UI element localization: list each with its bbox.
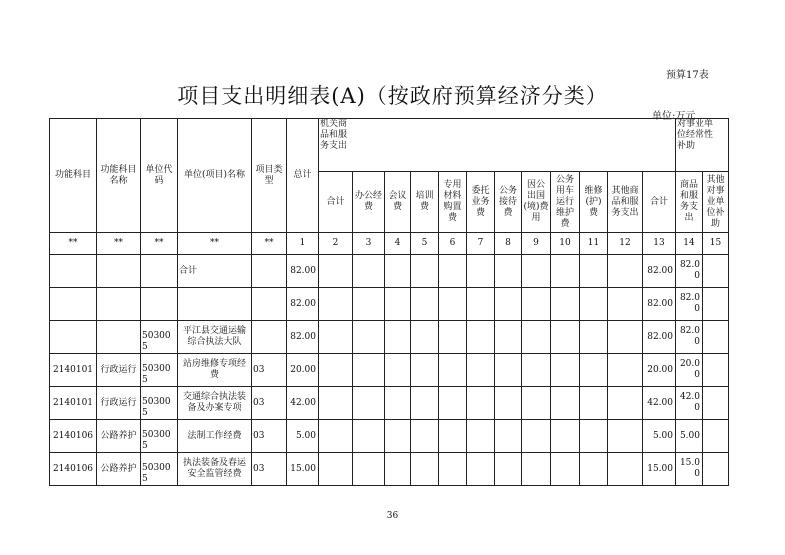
cell-empty xyxy=(703,387,729,420)
cell-func-code: 2140106 xyxy=(50,453,97,486)
cell-func-code: 2140101 xyxy=(50,387,97,420)
cell-empty xyxy=(385,453,411,486)
cell-func-name xyxy=(97,255,141,288)
cell-unit-code xyxy=(141,255,178,288)
header-group-subsidy xyxy=(676,119,729,172)
cell-empty xyxy=(703,255,729,288)
cell-unit-name: 平江县交通运输综合执法大队 xyxy=(178,321,252,354)
cell-empty xyxy=(703,453,729,486)
header-vehicle: 公务用车运行维护费 xyxy=(551,172,580,233)
cell-unit-name: 法制工作经费 xyxy=(178,420,252,453)
cell-empty xyxy=(319,255,353,288)
header-other-goods: 其他商品和服务支出 xyxy=(608,172,643,233)
header-group-subsidy-text: 对事业单位经常性补助 xyxy=(677,119,714,151)
cell-empty xyxy=(353,354,385,387)
cell-unit-name xyxy=(178,288,252,321)
cell-empty xyxy=(551,288,580,321)
unit-label: 单位:万元 xyxy=(652,111,696,122)
cell-empty xyxy=(608,288,643,321)
cell-empty xyxy=(608,420,643,453)
cell-empty xyxy=(580,255,608,288)
table-row xyxy=(50,420,729,453)
cell-empty xyxy=(385,420,411,453)
header-training: 培训费 xyxy=(411,172,439,233)
cell-empty xyxy=(411,288,439,321)
cell-empty xyxy=(439,255,467,288)
index-cell: 15 xyxy=(703,233,729,255)
form-number: 预算17表 xyxy=(666,70,709,81)
cell-empty xyxy=(580,321,608,354)
cell-empty xyxy=(385,387,411,420)
cell-empty xyxy=(319,387,353,420)
cell-empty xyxy=(319,420,353,453)
cell-project-type xyxy=(252,255,287,288)
cell-empty xyxy=(608,255,643,288)
cell-unit-name: 交通综合执法装备及办案专项 xyxy=(178,387,252,420)
cell-project-type: 03 xyxy=(252,387,287,420)
header-unit-name: 单位(项目)名称 xyxy=(178,119,252,233)
cell-unit-code xyxy=(141,288,178,321)
index-cell: ** xyxy=(178,233,252,255)
cell-empty xyxy=(353,255,385,288)
index-cell: 1 xyxy=(287,233,319,255)
index-cell: 4 xyxy=(385,233,411,255)
index-cell: ** xyxy=(252,233,287,255)
cell-total: 20.00 xyxy=(287,354,319,387)
cell-empty xyxy=(439,453,467,486)
cell-c13: 82.00 xyxy=(643,288,676,321)
index-cell: 5 xyxy=(411,233,439,255)
cell-c14: 82.00 xyxy=(676,255,703,288)
cell-empty xyxy=(495,288,522,321)
cell-project-type: 03 xyxy=(252,354,287,387)
index-cell: 7 xyxy=(467,233,495,255)
header-subtotal-2: 合计 xyxy=(643,172,676,233)
cell-empty xyxy=(467,321,495,354)
cell-c14: 42.00 xyxy=(676,387,703,420)
cell-empty xyxy=(608,354,643,387)
cell-empty xyxy=(580,453,608,486)
cell-unit-code: 503005 xyxy=(141,321,178,354)
cell-func-code xyxy=(50,255,97,288)
cell-func-code xyxy=(50,321,97,354)
header-other-subsidy: 其他对事业单位补助 xyxy=(703,172,729,233)
header-unit-code: 单位代码 xyxy=(141,119,178,233)
index-row xyxy=(50,233,729,255)
table-row xyxy=(50,288,729,321)
cell-empty xyxy=(551,255,580,288)
index-cell: 13 xyxy=(643,233,676,255)
cell-empty xyxy=(439,420,467,453)
cell-empty xyxy=(551,453,580,486)
budget-table xyxy=(49,118,729,486)
cell-func-code: 2140101 xyxy=(50,354,97,387)
index-cell: 14 xyxy=(676,233,703,255)
cell-empty xyxy=(551,354,580,387)
cell-empty xyxy=(411,321,439,354)
cell-c14: 82.00 xyxy=(676,288,703,321)
cell-empty xyxy=(467,354,495,387)
header-reception: 公务接待费 xyxy=(495,172,522,233)
cell-c13: 82.00 xyxy=(643,321,676,354)
cell-empty xyxy=(522,255,551,288)
cell-empty xyxy=(522,453,551,486)
cell-empty xyxy=(385,255,411,288)
cell-empty xyxy=(353,321,385,354)
cell-func-name xyxy=(97,321,141,354)
cell-empty xyxy=(495,321,522,354)
index-cell: 12 xyxy=(608,233,643,255)
cell-total: 42.00 xyxy=(287,387,319,420)
cell-func-name: 行政运行 xyxy=(97,354,141,387)
cell-c13: 20.00 xyxy=(643,354,676,387)
cell-empty xyxy=(353,387,385,420)
cell-c13: 5.00 xyxy=(643,420,676,453)
page-number: 36 xyxy=(386,511,399,521)
cell-empty xyxy=(522,288,551,321)
header-repair: 维修(护)费 xyxy=(580,172,608,233)
cell-empty xyxy=(411,354,439,387)
cell-empty xyxy=(580,288,608,321)
cell-empty xyxy=(353,420,385,453)
cell-unit-name: 合计 xyxy=(178,255,252,288)
cell-c13: 42.00 xyxy=(643,387,676,420)
cell-empty xyxy=(580,387,608,420)
header-group-goods-services xyxy=(319,119,676,172)
cell-empty xyxy=(551,420,580,453)
index-cell: ** xyxy=(141,233,178,255)
cell-empty xyxy=(608,387,643,420)
cell-total: 15.00 xyxy=(287,453,319,486)
cell-empty xyxy=(385,321,411,354)
cell-empty xyxy=(522,321,551,354)
cell-empty xyxy=(495,387,522,420)
cell-empty xyxy=(353,288,385,321)
cell-empty xyxy=(411,255,439,288)
cell-empty xyxy=(580,420,608,453)
cell-empty xyxy=(703,420,729,453)
cell-empty xyxy=(495,354,522,387)
cell-func-name: 行政运行 xyxy=(97,387,141,420)
cell-empty xyxy=(467,453,495,486)
index-cell: 6 xyxy=(439,233,467,255)
cell-empty xyxy=(608,453,643,486)
cell-project-type xyxy=(252,321,287,354)
cell-unit-name: 站房维修专项经费 xyxy=(178,354,252,387)
cell-unit-name: 执法装备及春运安全监管经费 xyxy=(178,453,252,486)
header-project-type: 项目类型 xyxy=(252,119,287,233)
header-materials: 专用材料购置费 xyxy=(439,172,467,233)
cell-unit-code: 503005 xyxy=(141,387,178,420)
cell-total: 82.00 xyxy=(287,255,319,288)
cell-empty xyxy=(411,453,439,486)
header-func-name: 功能科目名称 xyxy=(97,119,141,233)
cell-c13: 15.00 xyxy=(643,453,676,486)
cell-empty xyxy=(467,288,495,321)
cell-c13: 82.00 xyxy=(643,255,676,288)
index-cell: 2 xyxy=(319,233,353,255)
cell-empty xyxy=(385,288,411,321)
table-row xyxy=(50,453,729,486)
cell-empty xyxy=(495,453,522,486)
cell-c14: 15.00 xyxy=(676,453,703,486)
cell-empty xyxy=(522,354,551,387)
cell-empty xyxy=(495,420,522,453)
cell-empty xyxy=(319,288,353,321)
cell-empty xyxy=(703,354,729,387)
cell-empty xyxy=(319,354,353,387)
header-entrust: 委托业务费 xyxy=(467,172,495,233)
header-subtotal-1: 合计 xyxy=(319,172,353,233)
cell-func-name: 公路养护 xyxy=(97,453,141,486)
cell-project-type: 03 xyxy=(252,453,287,486)
cell-empty xyxy=(439,387,467,420)
cell-empty xyxy=(319,453,353,486)
table-row xyxy=(50,255,729,288)
index-cell: 8 xyxy=(495,233,522,255)
cell-c14: 82.00 xyxy=(676,321,703,354)
cell-total: 5.00 xyxy=(287,420,319,453)
header-func-code: 功能科目 xyxy=(50,119,97,233)
cell-empty xyxy=(522,387,551,420)
cell-unit-code: 503005 xyxy=(141,354,178,387)
cell-total: 82.00 xyxy=(287,288,319,321)
cell-empty xyxy=(608,321,643,354)
page-title: 项目支出明细表(A)（按政府预算经济分类） xyxy=(177,84,608,108)
cell-func-name: 公路养护 xyxy=(97,420,141,453)
table-row xyxy=(50,354,729,387)
header-group-goods-services-text: 机关商品和服务支出 xyxy=(320,119,348,151)
header-goods-services: 商品和服务支出 xyxy=(676,172,703,233)
index-cell: 10 xyxy=(551,233,580,255)
cell-func-code xyxy=(50,288,97,321)
index-cell: ** xyxy=(50,233,97,255)
cell-project-type xyxy=(252,288,287,321)
cell-empty xyxy=(580,354,608,387)
cell-total: 82.00 xyxy=(287,321,319,354)
cell-empty xyxy=(411,420,439,453)
cell-empty xyxy=(439,321,467,354)
cell-empty xyxy=(551,321,580,354)
cell-empty xyxy=(551,387,580,420)
header-meeting: 会议费 xyxy=(385,172,411,233)
cell-empty xyxy=(495,255,522,288)
index-cell: ** xyxy=(97,233,141,255)
cell-empty xyxy=(467,255,495,288)
cell-empty xyxy=(319,321,353,354)
index-cell: 9 xyxy=(522,233,551,255)
cell-func-code: 2140106 xyxy=(50,420,97,453)
data-rows xyxy=(50,255,729,486)
cell-project-type: 03 xyxy=(252,420,287,453)
cell-empty xyxy=(411,387,439,420)
cell-empty xyxy=(353,453,385,486)
cell-c14: 20.00 xyxy=(676,354,703,387)
header-total: 总计 xyxy=(287,119,319,233)
cell-unit-code: 503005 xyxy=(141,453,178,486)
cell-empty xyxy=(522,420,551,453)
cell-empty xyxy=(385,354,411,387)
cell-empty xyxy=(439,354,467,387)
cell-c14: 5.00 xyxy=(676,420,703,453)
table-row xyxy=(50,387,729,420)
header-abroad: 因公出国(境)费用 xyxy=(522,172,551,233)
cell-unit-code: 503005 xyxy=(141,420,178,453)
cell-empty xyxy=(439,288,467,321)
cell-empty xyxy=(467,420,495,453)
cell-empty xyxy=(703,288,729,321)
table-row xyxy=(50,321,729,354)
index-cell: 11 xyxy=(580,233,608,255)
cell-func-name xyxy=(97,288,141,321)
cell-empty xyxy=(467,387,495,420)
cell-empty xyxy=(703,321,729,354)
index-cell: 3 xyxy=(353,233,385,255)
header-office: 办公经费 xyxy=(353,172,385,233)
